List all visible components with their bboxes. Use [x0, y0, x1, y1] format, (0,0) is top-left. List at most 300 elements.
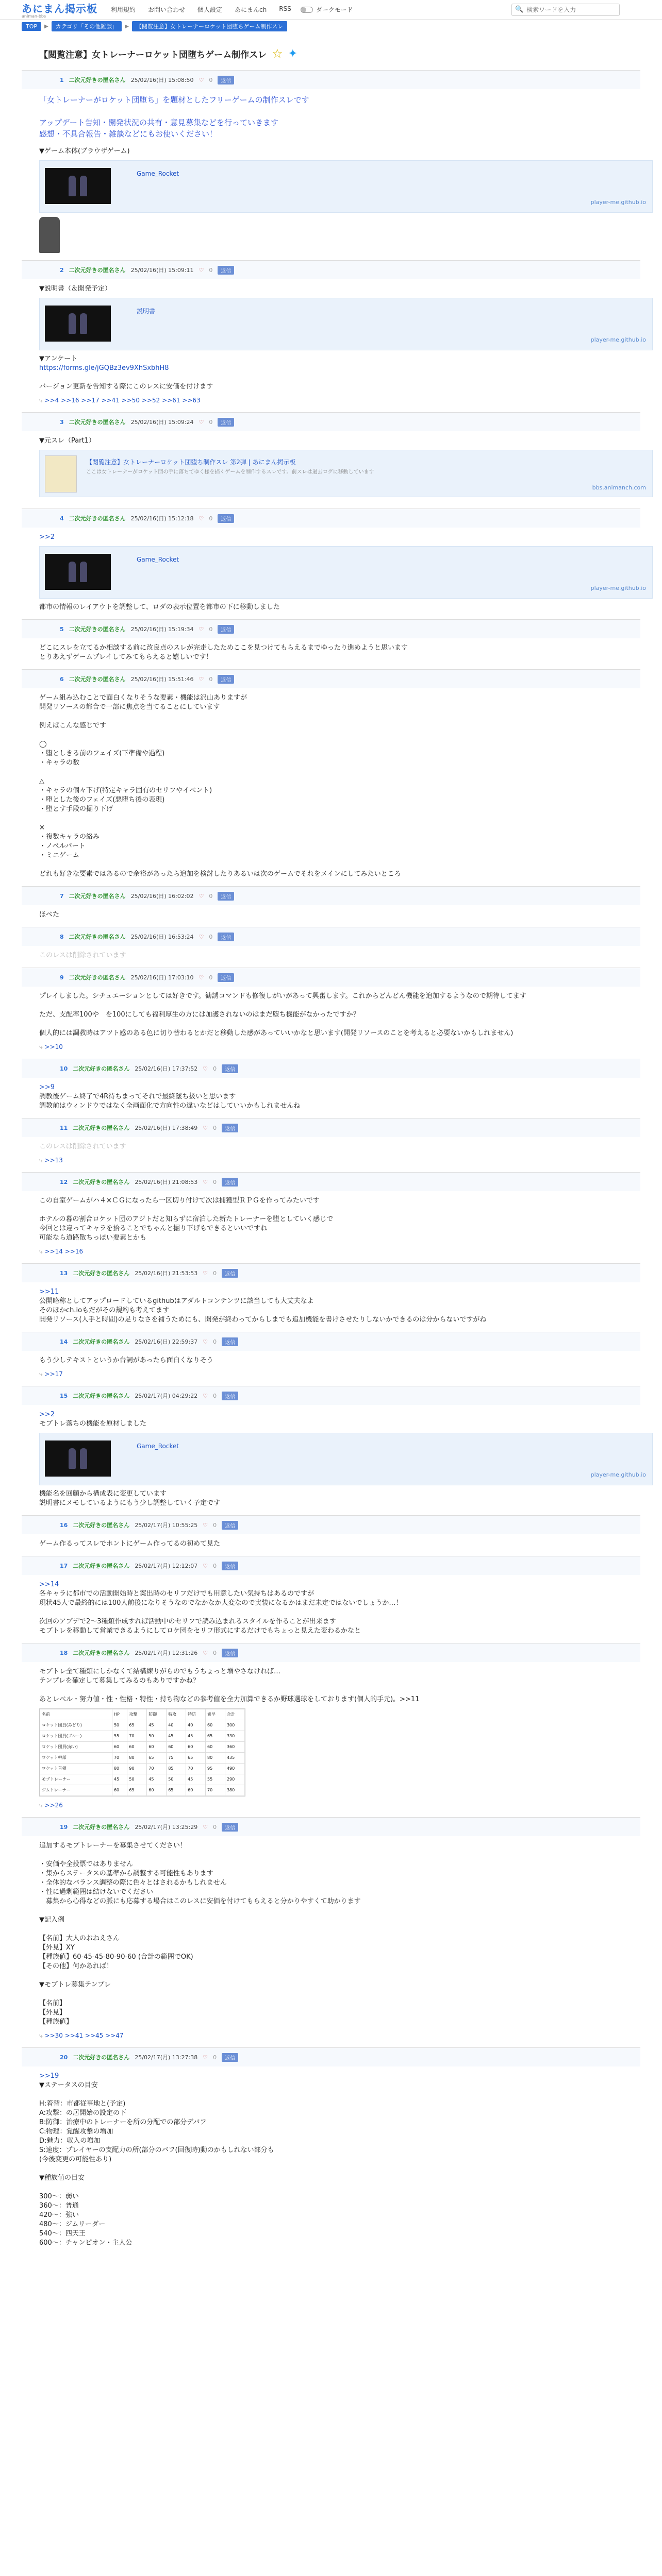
table-cell: 45: [147, 1720, 167, 1731]
chevron-right-icon: ▶: [44, 23, 48, 29]
table-cell: 290: [225, 1774, 244, 1785]
reply-icon[interactable]: 返信: [218, 266, 234, 275]
post-line: ▼ステータスの目安: [39, 2081, 98, 2089]
poster-name: 二次元好きの匿名さん: [69, 676, 126, 683]
poster-name: 二次元好きの匿名さん: [69, 419, 126, 426]
toggle-knob: [301, 7, 306, 12]
post-header: [22, 1059, 640, 1078]
table-cell: 60: [147, 1785, 167, 1796]
table-cell: 75: [167, 1753, 186, 1764]
post-line: [39, 1020, 640, 1029]
heart-icon[interactable]: ♡: [198, 625, 204, 633]
table-cell: 45: [167, 1731, 186, 1742]
post-line: この自室ゲームがハ４×ＣＧになったら一区切り付けて次は捕獲型ＲＰＧを作ってみたいです: [39, 1197, 320, 1205]
search-icon[interactable]: 🔍: [515, 6, 524, 13]
table-header-row: [40, 1709, 245, 1720]
post-body: [39, 1405, 646, 1515]
table-header: 合計: [225, 1709, 244, 1720]
table-row: [40, 1720, 245, 1731]
heart-icon[interactable]: ♡: [198, 675, 204, 683]
post-line: ・キャラの個々下げ(特定キャラ固有のセリフやイベント): [39, 787, 212, 794]
poster-name: 二次元好きの匿名さん: [73, 1125, 130, 1131]
breadcrumb-category[interactable]: カテゴリ「その他雑談」: [52, 21, 122, 31]
twitter-icon[interactable]: ✦: [288, 47, 298, 60]
logo-subtext: animan-bbs: [22, 14, 46, 19]
post-line: ・集からステータスの基準から調整する可能性もあります: [39, 1870, 213, 1877]
post-line: [39, 768, 640, 777]
reply-icon[interactable]: 返信: [222, 1064, 238, 1073]
post-line: 各キャラに都市での活動開始時と案出時のセリフだけでも用意したい気持ちはあるのですが: [39, 1590, 315, 1598]
post-line: モブトレ全て種類にしかなくて結構練りがらのでもうちょっと増やさなければ…: [39, 1668, 281, 1675]
like-count: 0: [213, 1269, 217, 1277]
card-thumbnail: [45, 168, 111, 204]
post-body: [39, 1191, 640, 1263]
post-line: ・性に過剰範囲は結けないでください: [39, 1888, 154, 1896]
reply-link-list[interactable]: >>10: [44, 1043, 63, 1050]
table-cell: 50: [112, 1720, 127, 1731]
post-line[interactable]: >>19: [39, 2072, 59, 2080]
reply-icon[interactable]: 返信: [218, 933, 234, 941]
post-line: [39, 1990, 640, 1999]
heart-icon[interactable]: ♡: [198, 892, 204, 900]
post-list: [22, 70, 646, 2255]
post-date: 25/02/16(日) 17:03:10: [130, 974, 194, 981]
post: [22, 1332, 640, 1386]
post-line: 300〜：弱い: [39, 2193, 79, 2200]
post-date: 25/02/17(月) 13:25:29: [135, 1824, 198, 1831]
post-number[interactable]: 16: [60, 1521, 68, 1529]
reply-links[interactable]: [39, 2031, 640, 2040]
post: [22, 1556, 640, 1643]
post-line: ▼説明書（＆開発予定）: [39, 285, 111, 293]
like-count: 0: [213, 2054, 217, 2061]
post-body: [39, 1078, 640, 1118]
post-body: [39, 279, 646, 412]
poster-name: 二次元好きの匿名さん: [69, 267, 126, 274]
post-line: 480〜：ジムリーダー: [39, 2221, 106, 2228]
post: [22, 927, 640, 968]
post-header: [22, 1643, 640, 1662]
post-line: 【種族値】60-45-45-80-90-60 (合計の範囲でOK): [39, 1953, 193, 1961]
table-cell: モブトレーナー: [40, 1774, 112, 1785]
reply-icon[interactable]: 返信: [218, 76, 234, 84]
post-number[interactable]: 18: [60, 1649, 68, 1656]
post: [22, 1059, 640, 1118]
heart-icon[interactable]: ♡: [203, 1521, 208, 1529]
table-cell: 90: [127, 1764, 147, 1774]
post-date: 25/02/16(日) 15:12:18: [130, 515, 194, 522]
post-number[interactable]: 4: [60, 515, 64, 522]
post-line: アップデート告知・開発状況の共有・意見募集などを行っていきます: [39, 118, 278, 127]
table-cell: 60: [206, 1720, 225, 1731]
post-date: 25/02/17(月) 10:55:25: [135, 1522, 198, 1529]
breadcrumb-top[interactable]: TOP: [22, 22, 41, 31]
reply-arrow-icon: ⤷: [39, 1043, 45, 1050]
post-header: [22, 670, 640, 688]
post: [22, 412, 646, 509]
like-count: 0: [209, 675, 213, 683]
post-line[interactable]: >>2: [39, 533, 55, 541]
table-cell: 50: [147, 1731, 167, 1742]
reply-links[interactable]: [39, 396, 640, 405]
reply-icon[interactable]: 返信: [222, 2053, 238, 2062]
heart-icon[interactable]: ♡: [198, 515, 204, 522]
table-cell: 50: [167, 1774, 186, 1785]
character-figure: [69, 176, 76, 196]
heart-icon[interactable]: ♡: [203, 1392, 208, 1399]
reply-icon[interactable]: 返信: [222, 1521, 238, 1530]
reply-arrow-icon: ⤷: [39, 1802, 45, 1809]
post-number[interactable]: 20: [60, 2054, 68, 2061]
post-header: [22, 1818, 640, 1836]
table-cell: ジムトレーナー: [40, 1785, 112, 1796]
card-title[interactable]: Game_Rocket: [137, 1443, 179, 1450]
post-line: ▼アンケート: [39, 355, 78, 363]
post-line: ×: [39, 824, 45, 832]
post-line: 追加するモブトレーナーを募集させてください！: [39, 1842, 187, 1850]
post-line: [39, 2164, 640, 2174]
reply-link-list[interactable]: >>30 >>41 >>45 >>47: [44, 2032, 124, 2039]
reply-icon[interactable]: 返信: [218, 514, 234, 523]
post-date: 25/02/16(日) 16:53:24: [130, 934, 194, 940]
reply-icon[interactable]: 返信: [222, 1823, 238, 1832]
heart-icon[interactable]: ♡: [198, 266, 204, 274]
heart-icon[interactable]: ♡: [203, 1065, 208, 1072]
post-line: ・堕としきる前のフェイズ(下準備や過程): [39, 750, 165, 757]
nav-terms[interactable]: 利用規約: [111, 6, 136, 13]
post-line: ▼記入例: [39, 1916, 64, 1924]
post-line: 開発リソース(人手と時間)の足りなさを補うためにも、開発が終わってからしまでも追加機能を書けさせたりしないかできるのは分からないですがね: [39, 1316, 487, 1324]
reply-links[interactable]: [39, 1156, 640, 1165]
post-header: [22, 1264, 640, 1282]
search-input[interactable]: [526, 6, 614, 13]
heart-icon[interactable]: ♡: [198, 974, 204, 981]
post-body: [39, 987, 640, 1059]
post-line: [39, 1608, 640, 1617]
post-line: このレスは削除されています: [39, 1143, 126, 1150]
post-number[interactable]: 9: [60, 974, 64, 981]
link-card[interactable]: [39, 450, 653, 497]
table-row: [40, 1742, 245, 1753]
post-number[interactable]: 1: [60, 76, 64, 83]
reply-link-list[interactable]: >>14 >>16: [44, 1248, 84, 1255]
heart-icon[interactable]: ♡: [203, 1562, 208, 1569]
post-line: ゲーム組み込むことで面白くなりそうな要素・機能は沢山ありますが: [39, 694, 247, 702]
table-header: 素早: [206, 1709, 225, 1720]
post-number[interactable]: 10: [60, 1065, 68, 1072]
site-logo[interactable]: [22, 1, 97, 19]
post-body: [39, 1836, 640, 2047]
card-thumbnail: [45, 306, 111, 342]
reply-links[interactable]: [39, 1042, 640, 1052]
post-line[interactable]: https://forms.gle/jGQBz3ev9XhSxbhH8: [39, 364, 169, 372]
heart-icon[interactable]: ♡: [203, 2054, 208, 2061]
post-line: [39, 2183, 640, 2192]
reply-link-list[interactable]: >>4 >>16 >>17 >>41 >>50 >>52 >>61 >>63: [44, 397, 201, 404]
table-cell: 70: [112, 1753, 127, 1764]
dark-mode-toggle[interactable]: [301, 5, 353, 14]
dark-mode-label: ダークモード: [316, 6, 353, 13]
post-line: 個人的には調教時はアツト感のある色に切り替わるとかだと移動した感があっていいかなと思います(開発リソースのことを考えると必要ないかもしれません): [39, 1029, 514, 1037]
post-number[interactable]: 6: [60, 675, 64, 683]
post-body: [39, 431, 646, 509]
heart-icon[interactable]: ♡: [198, 933, 204, 940]
post-header: [22, 1556, 640, 1575]
card-title[interactable]: Game_Rocket: [137, 556, 179, 563]
like-count: 0: [213, 1392, 217, 1399]
poster-name: 二次元好きの匿名さん: [73, 2054, 130, 2061]
heart-icon[interactable]: ♡: [203, 1823, 208, 1831]
post-line: 可能なら道路散ちっぽい要素とかも: [39, 1234, 147, 1242]
reply-icon[interactable]: 返信: [218, 892, 234, 901]
like-count: 0: [209, 266, 213, 274]
post-line: プレイしました。シチュエーションとしては好きです。勧誘コマンドも修復しがいがあって興奮します。これからどんどん機能を追加するようなので期待してます: [39, 992, 526, 1000]
heart-icon[interactable]: ♡: [198, 76, 204, 83]
poster-name: 二次元好きの匿名さん: [69, 515, 126, 522]
heart-icon[interactable]: ♡: [203, 1269, 208, 1277]
post-body: [39, 1351, 640, 1386]
post-body: [39, 1137, 640, 1172]
table-header: 攻撃: [127, 1709, 147, 1720]
character-figure: [80, 313, 87, 334]
table-cell: 65: [127, 1785, 147, 1796]
reply-links[interactable]: [39, 1801, 640, 1810]
post: [22, 886, 640, 927]
link-card[interactable]: [39, 160, 653, 213]
reply-icon[interactable]: 返信: [222, 1392, 238, 1400]
poster-name: 二次元好きの匿名さん: [73, 1522, 130, 1529]
table-cell: 55: [206, 1774, 225, 1785]
post-line[interactable]: >>9: [39, 1083, 55, 1091]
card-description: ここは女トレーナーがロケット団の手に落ちてゆく様を描くゲームを制作するスレです。前スレは過去ログに移動しています: [86, 469, 374, 475]
post-number[interactable]: 19: [60, 1823, 68, 1831]
character-figure: [69, 313, 76, 334]
post-number[interactable]: 3: [60, 418, 64, 426]
table-cell: 60: [167, 1742, 186, 1753]
poster-name: 二次元好きの匿名さん: [69, 934, 126, 940]
nav-rss[interactable]: RSS: [279, 5, 291, 12]
reply-icon[interactable]: 返信: [222, 1178, 238, 1187]
post-header: [22, 509, 640, 528]
table-header: 名前: [40, 1709, 112, 1720]
table-cell: 65: [147, 1753, 167, 1764]
star-icon[interactable]: ☆: [272, 46, 283, 61]
post-number[interactable]: 14: [60, 1338, 68, 1345]
nav-settings[interactable]: 個人設定: [197, 6, 223, 13]
post-body: [39, 638, 640, 669]
post-number[interactable]: 7: [60, 892, 64, 900]
nav-contact[interactable]: お問い合わせ: [148, 6, 186, 13]
post-line: ▼モブトレ募集テンプレ: [39, 1981, 111, 1989]
card-domain: player-me.github.io: [590, 336, 646, 343]
table-cell: 60: [112, 1785, 127, 1796]
post-line: テンプレを確定して募集してみるのもありですかね？: [39, 1677, 200, 1685]
post-line: H:着替：市都従事地と(予定): [39, 2100, 126, 2108]
post-line: ・複数キャラの絡み: [39, 833, 100, 841]
heart-icon[interactable]: ♡: [203, 1338, 208, 1345]
post-date: 25/02/17(月) 12:31:26: [135, 1650, 198, 1656]
table-cell: 40: [186, 1720, 206, 1731]
logo-text[interactable]: あにまん掲示板: [22, 3, 97, 15]
link-card[interactable]: [39, 546, 653, 599]
character-figure: [69, 562, 76, 582]
post-line: [39, 1851, 640, 1860]
table-cell: 330: [225, 1731, 244, 1742]
post-header: [22, 1173, 640, 1191]
table-cell: 380: [225, 1785, 244, 1796]
card-thumbnail: [45, 554, 111, 590]
post-body: [39, 1662, 640, 1817]
toggle-switch[interactable]: [301, 7, 313, 13]
post-date: 25/02/16(日) 15:08:50: [130, 77, 194, 83]
reply-link-list[interactable]: >>26: [44, 1802, 63, 1809]
like-count: 0: [213, 1562, 217, 1569]
poster-name: 二次元好きの匿名さん: [73, 1824, 130, 1831]
like-count: 0: [209, 974, 213, 981]
post-number[interactable]: 15: [60, 1392, 68, 1399]
reply-icon[interactable]: 返信: [218, 973, 234, 982]
table-cell: 60: [206, 1742, 225, 1753]
post-number[interactable]: 8: [60, 933, 64, 940]
reply-icon[interactable]: 返信: [218, 675, 234, 684]
post-line: 機能名を回顧から構成表に変更しています: [39, 1490, 167, 1498]
reply-icon[interactable]: 返信: [222, 1649, 238, 1657]
character-figure: [80, 562, 87, 582]
post-line: どこにスレを立てるか相談する前に改良点のスレが完走したためここを見つけてもらえるまでゆったり進めようと思います: [39, 644, 408, 652]
post-body: [39, 1575, 640, 1643]
post-date: 25/02/16(日) 15:09:24: [130, 419, 194, 426]
table-cell: 70: [127, 1731, 147, 1742]
post-line: 【名前】: [39, 1999, 67, 2007]
post-line: ▼種族値の目安: [39, 2174, 85, 2182]
table-cell: 45: [112, 1774, 127, 1785]
post-line: ・キャラの数: [39, 759, 80, 767]
link-card[interactable]: [39, 1433, 653, 1485]
reply-icon[interactable]: 返信: [218, 625, 234, 634]
nav-animanch[interactable]: あにまんch: [235, 6, 267, 13]
post-line[interactable]: >>2: [39, 1411, 55, 1418]
table-cell: 60: [147, 1742, 167, 1753]
table-cell: 55: [112, 1731, 127, 1742]
like-count: 0: [209, 515, 213, 522]
heart-icon[interactable]: ♡: [203, 1178, 208, 1185]
card-title[interactable]: Game_Rocket: [137, 170, 179, 177]
post-line: [39, 1925, 640, 1934]
table-cell: 490: [225, 1764, 244, 1774]
post-number[interactable]: 12: [60, 1178, 68, 1185]
post-line: 【その他】何かあれば！: [39, 1962, 113, 1970]
reply-link-list[interactable]: >>17: [44, 1370, 63, 1378]
post-line: 420〜：強い: [39, 2211, 79, 2219]
like-count: 0: [213, 1124, 217, 1131]
character-sprite: [39, 217, 60, 253]
post-number[interactable]: 5: [60, 625, 64, 633]
post-line: [39, 860, 640, 870]
table-cell: 45: [186, 1774, 206, 1785]
chevron-right-icon: ▶: [125, 23, 129, 29]
post-line: このレスは削除されています: [39, 952, 126, 959]
reply-icon[interactable]: 返信: [222, 1562, 238, 1570]
stats-table-image: [39, 1708, 245, 1797]
breadcrumb: [0, 20, 662, 33]
post-number[interactable]: 2: [60, 266, 64, 274]
post-line: ◯: [39, 740, 47, 748]
link-card[interactable]: [39, 298, 653, 350]
reply-links[interactable]: [39, 1369, 640, 1379]
card-title[interactable]: 説明書: [137, 308, 156, 315]
post-line: 【種族値】: [39, 2018, 73, 2026]
post-body: [39, 2066, 640, 2255]
heart-icon[interactable]: ♡: [203, 1124, 208, 1131]
header-nav: [111, 5, 291, 14]
post-body: [39, 1282, 640, 1332]
reply-icon[interactable]: 返信: [222, 1269, 238, 1278]
post-header: [22, 968, 640, 987]
post-line: 募集から心得などの脈にも応募する場合はこのレスに安価を付けてもらえると分かりやすくて助かります: [39, 1897, 361, 1905]
post-line: [39, 1971, 640, 1980]
post-number[interactable]: 13: [60, 1269, 68, 1277]
post-line[interactable]: >>11: [39, 1288, 59, 1296]
heart-icon[interactable]: ♡: [198, 418, 204, 426]
table-cell: 65: [206, 1731, 225, 1742]
breadcrumb-thread[interactable]: 【閲覧注意】女トレーナーロケット団堕ちゲーム制作スレ: [132, 21, 287, 31]
table-header: 特攻: [167, 1709, 186, 1720]
card-title[interactable]: 【閲覧注意】女トレーナーロケット団堕ち制作スレ 第2弾 | あにまん掲示板: [86, 459, 296, 466]
poster-name: 二次元好きの匿名さん: [69, 626, 126, 633]
table-cell: ロケット首領: [40, 1764, 112, 1774]
post-line[interactable]: >>14: [39, 1581, 59, 1588]
post-header: [22, 1516, 640, 1534]
post-line: 540〜：四天王: [39, 2230, 86, 2238]
post-line: D:魅力：収入の増加: [39, 2137, 101, 2145]
poster-name: 二次元好きの匿名さん: [73, 1179, 130, 1185]
table-cell: 65: [167, 1785, 186, 1796]
card-domain: player-me.github.io: [590, 585, 646, 591]
table-header: HP: [112, 1709, 127, 1720]
post-date: 25/02/17(月) 04:29:22: [135, 1393, 198, 1399]
post: [22, 1118, 640, 1172]
reply-icon[interactable]: 返信: [222, 1337, 238, 1346]
reply-links[interactable]: [39, 1247, 640, 1256]
main-content: [0, 46, 662, 2255]
like-count: 0: [209, 418, 213, 426]
table-cell: 80: [206, 1753, 225, 1764]
table-cell: ロケット幹部: [40, 1753, 112, 1764]
card-domain: player-me.github.io: [590, 199, 646, 206]
heart-icon[interactable]: ♡: [203, 1649, 208, 1656]
post-line: 調教前はウィンドウではなく全画面化で方向性の違いなどはしていいかもしれませんね: [39, 1102, 301, 1110]
post-number[interactable]: 11: [60, 1124, 68, 1131]
table-cell: 70: [186, 1764, 206, 1774]
table-cell: 85: [167, 1764, 186, 1774]
top-bar: [0, 0, 662, 20]
post-line: ・堕とした後のフェイズ(悪堕ち後の表現): [39, 796, 165, 804]
reply-link-list[interactable]: >>13: [44, 1157, 63, 1164]
post-number[interactable]: 17: [60, 1562, 68, 1569]
post-header: [22, 1118, 640, 1137]
like-count: 0: [213, 1178, 217, 1185]
like-count: 0: [209, 76, 213, 83]
table-cell: ロケット団員(みどり): [40, 1720, 112, 1731]
post-line: ほべた: [39, 911, 60, 919]
reply-icon[interactable]: 返信: [218, 418, 234, 427]
post-body: [39, 1534, 640, 1556]
like-count: 0: [213, 1649, 217, 1656]
post-line: 【外見】: [39, 2009, 67, 2016]
like-count: 0: [209, 933, 213, 940]
reply-icon[interactable]: 返信: [222, 1124, 238, 1132]
table-cell: 45: [147, 1774, 167, 1785]
